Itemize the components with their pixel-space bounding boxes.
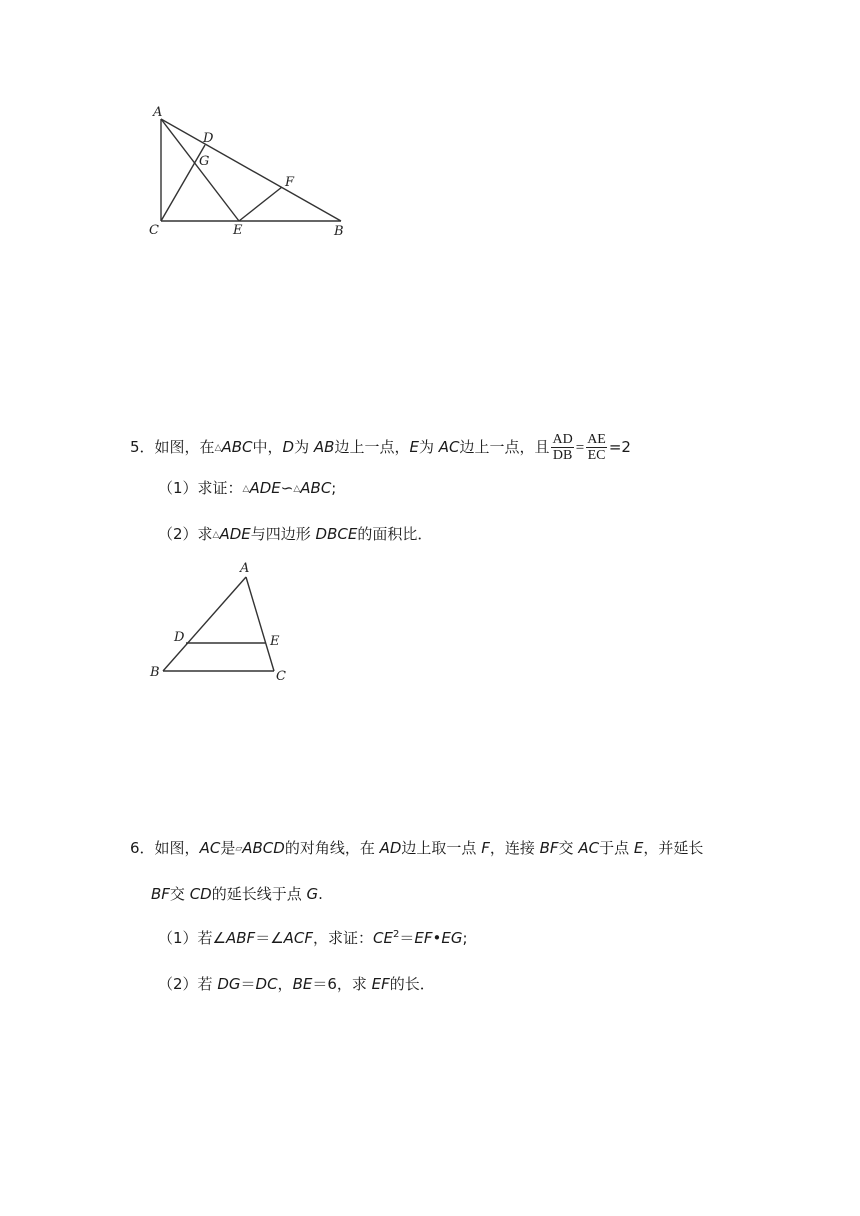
text: 为 [418, 438, 439, 456]
problem-6-stem-line-2 [151, 884, 323, 904]
var: BF [539, 839, 559, 857]
segment-ab [163, 577, 246, 671]
denominator: DB [552, 448, 573, 463]
text: （2）若 [158, 975, 218, 993]
text: 的长． [389, 975, 435, 993]
var: D [282, 438, 295, 456]
text: ＝ [240, 975, 256, 993]
var: AC [199, 839, 221, 857]
triangle-icon: △ [214, 443, 222, 453]
equals: = [575, 440, 585, 456]
numerator: AE [587, 432, 606, 447]
var: AC [578, 839, 600, 857]
label-a: A [153, 105, 163, 120]
problem-6-part-2 [158, 974, 435, 994]
label-a: A [240, 561, 250, 576]
segment-ae [161, 119, 239, 221]
var: ABC [300, 479, 332, 497]
equals-value: =2 [608, 438, 631, 456]
problem-5-part-1 [158, 478, 336, 499]
label-c: C [276, 669, 286, 684]
problem-5-part-2 [158, 524, 432, 545]
segment-ab [161, 119, 341, 221]
var: AB [313, 438, 335, 456]
text: ，连接 [489, 839, 540, 857]
var: ABF [226, 929, 256, 947]
segment-ac [246, 577, 274, 671]
parallelogram-icon: ▱ [235, 844, 243, 854]
var: BE [292, 975, 313, 993]
text: . [318, 885, 323, 903]
var: E [409, 438, 419, 456]
text: 为 [294, 438, 314, 456]
text: 的延长线于点 [211, 885, 307, 903]
triangle-icon: △ [212, 530, 220, 540]
var: ABC [221, 438, 253, 456]
label-b: B [150, 665, 160, 680]
var: F [481, 839, 490, 857]
superscript: 2 [392, 929, 400, 940]
var: ACF [283, 929, 314, 947]
text: 如图， [154, 839, 200, 857]
var: CD [189, 885, 212, 903]
text: ，并延长 [643, 839, 704, 857]
text: 于点 [599, 839, 634, 857]
figure-2 [140, 555, 300, 690]
problem-number: 6． [130, 839, 155, 857]
numerator: AD [552, 432, 573, 447]
text: ＝ [399, 929, 415, 947]
triangle-icon: △ [242, 484, 250, 494]
label-f: F [285, 175, 295, 190]
var: ADE [219, 525, 251, 543]
figure-1-svg [140, 100, 370, 250]
text: （1）若∠ [158, 929, 226, 947]
var: CE [373, 929, 393, 947]
text: ，求证： [313, 929, 374, 947]
text: ; [462, 929, 468, 947]
text: 交 [169, 885, 190, 903]
var: G [306, 885, 319, 903]
text: 的对角线，在 [284, 839, 380, 857]
text: 交 [558, 839, 579, 857]
var: E [633, 839, 644, 857]
text: ; [331, 479, 337, 497]
text: （1）求证： [158, 479, 243, 497]
segment-ef [239, 187, 282, 221]
problem-6-stem-line-1 [130, 838, 703, 859]
var: DC [255, 975, 278, 993]
figure-2-svg [140, 555, 300, 690]
figure-1 [140, 100, 370, 250]
text: 是 [220, 839, 236, 857]
text: （2）求 [158, 525, 213, 543]
label-g: G [199, 154, 210, 169]
problem-6-part-1 [158, 928, 468, 948]
denominator: EC [587, 448, 606, 463]
triangle-icon: △ [293, 484, 301, 494]
fraction-ae-ec [586, 432, 607, 463]
text: 的面积比． [357, 525, 433, 543]
var: DBCE [315, 525, 358, 543]
label-d: D [203, 131, 214, 146]
var: ADE [249, 479, 281, 497]
text: 与四边形 [250, 525, 316, 543]
similar-symbol: ∽ [280, 479, 294, 497]
var: ABCD [242, 839, 285, 857]
label-d: D [174, 630, 185, 645]
problem-number: 5． [130, 438, 155, 456]
var: AD [379, 839, 402, 857]
var: EG [441, 929, 463, 947]
text: 中， [252, 438, 283, 456]
text: ＝∠ [255, 929, 284, 947]
problem-5-stem [130, 432, 631, 463]
label-e: E [270, 634, 280, 649]
text: ＝6，求 [312, 975, 372, 993]
var: AC [438, 438, 460, 456]
text: 边上一点，且 [459, 438, 550, 456]
text: 边上一点， [334, 438, 410, 456]
text: 边上取一点 [401, 839, 482, 857]
var: DG [217, 975, 241, 993]
var: EF [371, 975, 390, 993]
label-b: B [334, 224, 344, 239]
text: ， [277, 975, 293, 993]
var: BF [151, 885, 170, 903]
label-e: E [233, 223, 243, 238]
label-c: C [149, 223, 159, 238]
var: EF [414, 929, 433, 947]
fraction-ad-db [551, 432, 573, 463]
text: 如图，在 [154, 438, 215, 456]
text: • [432, 929, 442, 947]
